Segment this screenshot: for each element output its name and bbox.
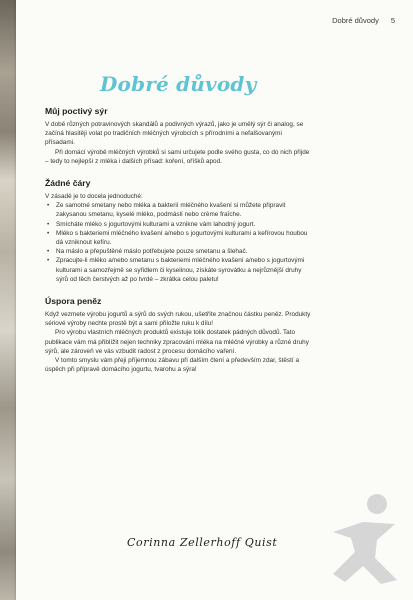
page-title: Dobré důvody [100,72,257,96]
bullet-icon: • [47,229,50,237]
section-my-cheese [45,106,311,166]
section-no-magic [45,178,311,284]
bullet-icon: • [47,220,50,228]
intro-text: V zásadě je to docela jednoduché: [45,193,143,201]
bullet-icon: • [47,257,50,265]
list-item: • Zpracujte-li mléko a/nebo smetanu s bakteriemi mléčného kvašení a/nebo s jogurtovými kulturami a samozřejmě se syřidlem či kyselinou, získáte syrovátku a nejrůznější druhy sýrů od těch čerstvých až po tvrdé – zkrátka celou paletu! [47,257,305,283]
book-page [16,0,413,600]
running-title: Dobré důvody [332,16,379,25]
section-savings [45,296,311,374]
photo-edge [0,0,16,600]
paragraph: Při domácí výrobě mléčných výrobků si sami určujete podle svého gusta, co do nich přijde – tedy to nejlepší z mléka i dalších přísad: koření, oříšků apod. [45,148,310,165]
section-heading: Žádné čáry [45,178,91,189]
list-item: • Na máslo a přepuštěné máslo potřebujete pouze smetanu a šlehač. [47,248,248,256]
paragraph: Pro výrobu vlastních mléčných produktů existuje tolik dostatek pádných důvodů. Tato publikace vám má přiblížit nejen techniky zpracování mléka na mléčné výrobky a různé druhy sýrů, ale zároveň ve vás vzbudit radost z procesu domácího vaření. [45,329,309,355]
running-header [332,16,395,25]
bullet-list [45,201,311,284]
article-body [45,106,311,386]
list-item: • Ze samotné smetany nebo mléka a bakterií mléčného kvašení si můžete připravit zakysanou smetanu, kyselé mléko, podmáslí nebo crème fraîche. [47,202,286,219]
list-item: • Smícháte mléko s jogurtovými kulturami a vznikne vám lahodný jogurt. [47,220,256,228]
page-number: 5 [390,16,395,25]
bullet-icon: • [47,202,50,210]
bullet-icon: • [47,248,50,256]
section-heading: Můj poctivý sýr [45,106,108,116]
paragraph: V době různých potravinových skandálů a podivných výrazů, jako je umělý sýr či analog, se začíná hlasitěji volat po tradičních mléčných výrobcích s přírodními a nefalšovanými přísadami. [45,121,304,147]
paragraph: V tomto smyslu vám přeji příjemnou zábavu při dalším čtení a především zdar, štěstí a úspěch při přípravě domácího jogurtu, tvarohu a sýra! [45,357,300,374]
section-heading: Úspora peněz [45,296,102,307]
author-signature: Corinna Zellerhoff Quist [127,536,278,549]
paragraph: Když vezmete výrobu jogurtů a sýrů do svých rukou, ušetříte značnou částku peněz. Produkty sériové výroby nechte prostě být a sami přiložte ruku k dílu! [45,311,311,328]
watermark-logo-icon [315,488,407,588]
list-item: • Mléko s bakteriemi mléčného kvašení a/nebo s jogurtovými kulturami a kefírovou houbou dá vzniknout kefíru. [47,229,308,247]
